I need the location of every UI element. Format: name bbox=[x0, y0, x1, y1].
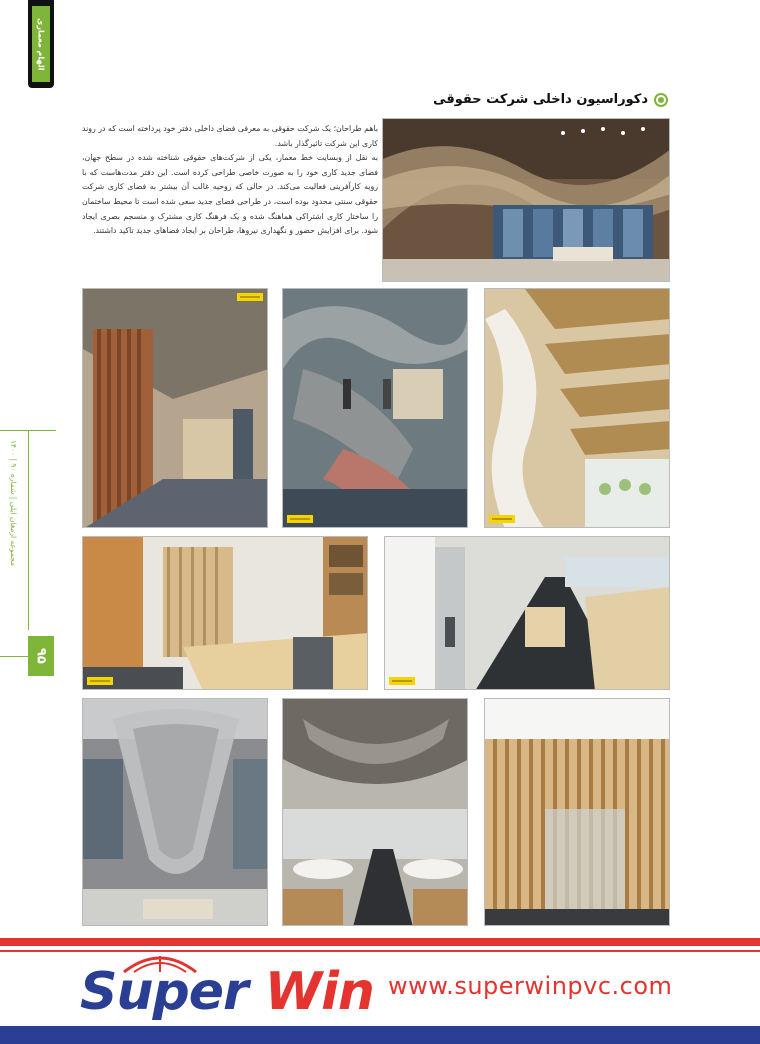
page-number: ۹۵ bbox=[33, 648, 49, 664]
page-number-box bbox=[28, 636, 54, 676]
photo-wood-slat-wall-art bbox=[485, 699, 670, 926]
photo-corridor-workstations-art bbox=[385, 537, 670, 690]
website-url[interactable]: www.superwinpvc.com bbox=[388, 972, 673, 1000]
photo-chain-chandelier-art bbox=[83, 699, 268, 926]
photo-wood-slat-wall bbox=[484, 698, 670, 926]
photo-label-tag bbox=[237, 293, 263, 301]
section-tab bbox=[28, 0, 54, 88]
bullet-circle-icon bbox=[654, 93, 668, 107]
article-paragraph-1: باهم طراحان؛ یک شرکت حقوقی به معرفی فضای داخلی دفتر خود پرداخته است که در روند کاری این شرکت تاثیرگذار باشد. bbox=[82, 124, 378, 148]
title-row bbox=[433, 92, 668, 107]
photo-label-tag bbox=[489, 515, 515, 523]
photo-wood-corridor-art bbox=[83, 289, 268, 528]
photo-label-tag bbox=[287, 515, 313, 523]
footer-red-band bbox=[0, 938, 760, 946]
logo-super: Super bbox=[80, 962, 248, 1022]
magazine-info: مجموعه ارمغان ایلی | شماره ۹۰ | ۱۴۰۰ bbox=[9, 440, 18, 566]
photo-chain-installation bbox=[282, 288, 468, 528]
article-body bbox=[82, 122, 378, 239]
page-title: دکوراسیون داخلی شرکت حقوقی bbox=[433, 92, 648, 107]
photo-spiral-staircase-art bbox=[485, 289, 670, 528]
photo-label-tag bbox=[389, 677, 415, 685]
photo-chain-ceiling-lounge bbox=[282, 698, 468, 926]
sidebar-vertical-line bbox=[28, 430, 29, 630]
photo-open-office-desk bbox=[82, 536, 368, 690]
article-paragraph-2: به نقل از وبسایت خط معمار، یکی از شرکت‌های حقوقی شناخته شده در سطح جهان، فضای جدید کاری خود را به صورت خاصی طراحی کرده است. این دفتر مدت‌هاست که با رویه کارآفرینی فعالیت می‌کند. در حالی که روحیه غالب آن بیشتر به فضای کاری شرکت حقوقی سنتی محدود بوده است، در طراحی فضای جدید سعی شده است تا محیط ساختمان را ساختار کاری اشتراکی هماهنگ شده و یک فرهنگ کاری مشترک و منسجم بصری ایجاد شود. برای افزایش حضور و نگهداری نیروها، طراحان بر ایجاد فضاهای جدید تاکید داشتند. bbox=[82, 153, 378, 236]
logo-win: Win bbox=[264, 962, 374, 1022]
photo-spiral-staircase bbox=[484, 288, 670, 528]
photo-open-office-desk-art bbox=[83, 537, 368, 690]
photo-chain-installation-art bbox=[283, 289, 468, 528]
page-number-rule bbox=[0, 656, 28, 657]
footer-blue-band bbox=[0, 1026, 760, 1044]
photo-wood-corridor bbox=[82, 288, 268, 528]
photo-chain-chandelier bbox=[82, 698, 268, 926]
logo-wordmark bbox=[80, 962, 374, 1022]
photo-hero-ceiling bbox=[382, 118, 670, 282]
section-tab-inner bbox=[32, 6, 50, 82]
section-tab-label: الهام معماری bbox=[36, 17, 46, 71]
superwin-logo bbox=[80, 952, 374, 1024]
photo-hero-ceiling-art bbox=[383, 119, 670, 282]
photo-label-tag bbox=[87, 677, 113, 685]
photo-corridor-workstations bbox=[384, 536, 670, 690]
photo-chain-ceiling-lounge-art bbox=[283, 699, 468, 926]
